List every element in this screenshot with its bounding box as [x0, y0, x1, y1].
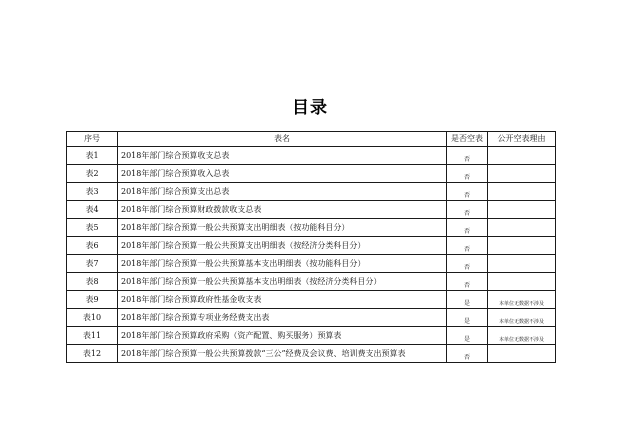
row-is-empty: 否 [447, 147, 488, 165]
row-name: 2018年部门综合预算支出总表 [118, 183, 447, 201]
row-is-empty: 否 [447, 165, 488, 183]
table-row [67, 309, 556, 327]
row-name: 2018年部门综合预算一般公共预算拨款“三公”经费及会议费、培训费支出预算表 [118, 345, 447, 363]
table-row [67, 219, 556, 237]
row-name: 2018年部门综合预算财政拨款收支总表 [118, 201, 447, 219]
row-index: 表8 [67, 273, 118, 291]
row-name: 2018年部门综合预算一般公共预算支出明细表（按功能科目分） [118, 219, 447, 237]
header-is-empty: 是否空表 [447, 132, 488, 147]
row-reason [488, 183, 556, 201]
row-is-empty: 否 [447, 273, 488, 291]
row-index: 表3 [67, 183, 118, 201]
row-reason [488, 345, 556, 363]
row-reason [488, 201, 556, 219]
row-reason [488, 165, 556, 183]
table-row [67, 273, 556, 291]
row-is-empty: 否 [447, 255, 488, 273]
table-row [67, 237, 556, 255]
row-name: 2018年部门综合预算收支总表 [118, 147, 447, 165]
table-header-row [67, 132, 556, 147]
row-is-empty: 是 [447, 327, 488, 345]
row-reason: 本单位无数据不涉及 [488, 327, 556, 345]
row-index: 表6 [67, 237, 118, 255]
header-reason: 公开空表理由 [488, 132, 556, 147]
row-reason [488, 147, 556, 165]
row-is-empty: 否 [447, 219, 488, 237]
row-name: 2018年部门综合预算一般公共预算支出明细表（按经济分类科目分） [118, 237, 447, 255]
table-row [67, 165, 556, 183]
row-index: 表11 [67, 327, 118, 345]
row-index: 表5 [67, 219, 118, 237]
table-row [67, 183, 556, 201]
row-reason: 本单位无数据不涉及 [488, 291, 556, 309]
table-row [67, 147, 556, 165]
row-is-empty: 否 [447, 183, 488, 201]
table-row [67, 291, 556, 309]
row-name: 2018年部门综合预算收入总表 [118, 165, 447, 183]
row-name: 2018年部门综合预算政府性基金收支表 [118, 291, 447, 309]
table-row [67, 345, 556, 363]
row-is-empty: 否 [447, 345, 488, 363]
row-index: 表10 [67, 309, 118, 327]
row-is-empty: 否 [447, 201, 488, 219]
table-row [67, 327, 556, 345]
row-name: 2018年部门综合预算一般公共预算基本支出明细表（按经济分类科目分） [118, 273, 447, 291]
row-reason [488, 255, 556, 273]
row-name: 2018年部门综合预算政府采购（资产配置、购买服务）预算表 [118, 327, 447, 345]
header-index: 序号 [67, 132, 118, 147]
row-is-empty: 是 [447, 291, 488, 309]
row-reason [488, 219, 556, 237]
row-is-empty: 是 [447, 309, 488, 327]
table-row [67, 255, 556, 273]
table-row [67, 201, 556, 219]
row-name: 2018年部门综合预算一般公共预算基本支出明细表（按功能科目分） [118, 255, 447, 273]
row-is-empty: 否 [447, 237, 488, 255]
row-reason [488, 237, 556, 255]
row-index: 表1 [67, 147, 118, 165]
row-index: 表12 [67, 345, 118, 363]
row-index: 表7 [67, 255, 118, 273]
row-index: 表9 [67, 291, 118, 309]
row-name: 2018年部门综合预算专项业务经费支出表 [118, 309, 447, 327]
row-reason [488, 273, 556, 291]
row-index: 表2 [67, 165, 118, 183]
row-index: 表4 [67, 201, 118, 219]
toc-table [66, 131, 556, 363]
page-title: 目录 [292, 98, 328, 118]
header-name: 表名 [118, 132, 447, 147]
row-reason: 本单位无数据不涉及 [488, 309, 556, 327]
